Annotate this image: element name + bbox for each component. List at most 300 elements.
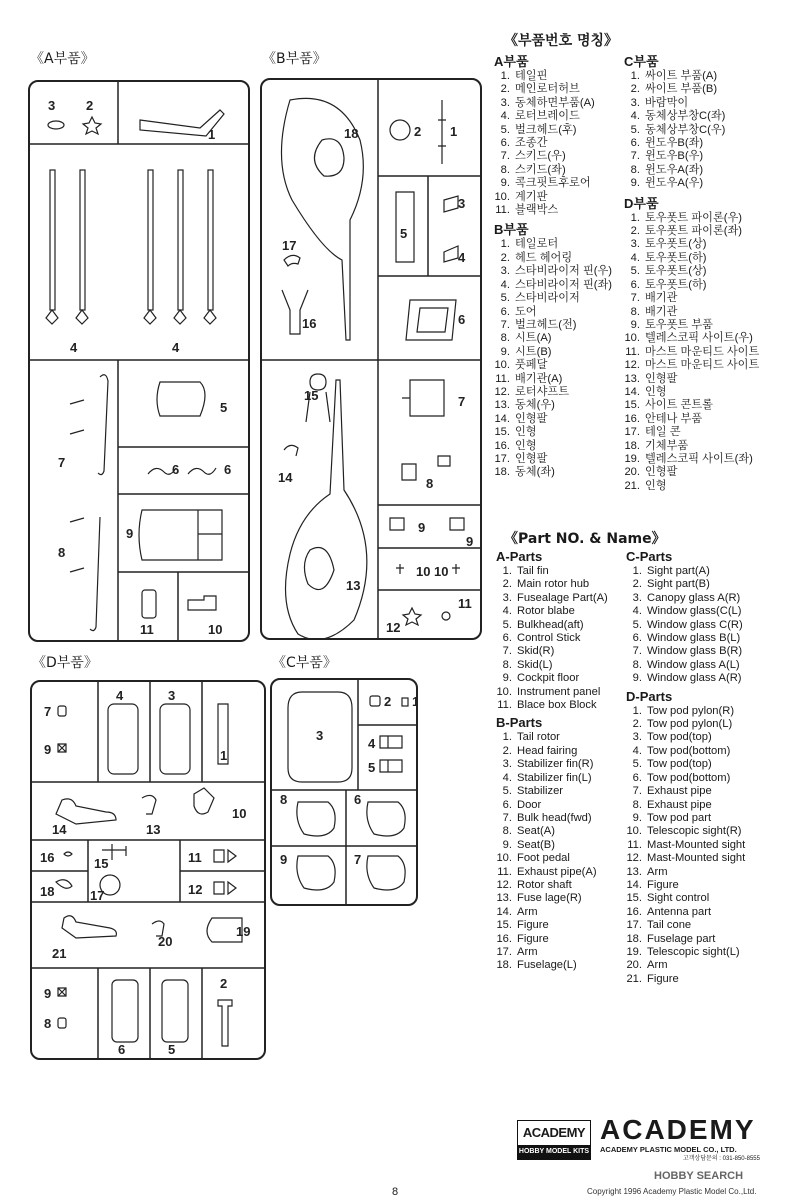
item-number: 6. xyxy=(630,278,640,291)
item-number: 7. xyxy=(630,150,640,163)
item-number: 3. xyxy=(630,238,640,251)
item-number: 3. xyxy=(500,265,510,278)
korean-b-item-5 xyxy=(494,292,612,305)
item-number: 4. xyxy=(630,110,640,123)
item-name: Bulkhead(aft) xyxy=(517,618,584,631)
item-number: 14. xyxy=(626,878,642,891)
item-name: 테일핀 xyxy=(515,70,548,82)
item-number: 4. xyxy=(502,605,512,618)
item-name: Skid(L) xyxy=(517,658,553,671)
item-name: 계기판 xyxy=(515,190,548,203)
item-number: 19. xyxy=(624,452,640,465)
korean-b-item-14 xyxy=(494,413,612,426)
korean-c-head: C부품 xyxy=(624,54,659,69)
item-number: 9. xyxy=(500,345,510,358)
part-b3-stabilizer-fin xyxy=(444,196,458,212)
section-title-d: 《D부품》 xyxy=(32,655,98,671)
korean-d-item-8 xyxy=(624,306,759,319)
svg-text:21: 21 xyxy=(52,946,67,961)
item-name: 마스트 마운티드 사이트 xyxy=(645,345,760,358)
parts-frame-d xyxy=(30,680,266,1060)
korean-c-item-8 xyxy=(624,164,759,177)
brand-company: ACADEMY PLASTIC MODEL CO., LTD. xyxy=(600,1145,737,1154)
item-name: 싸이트 부품(B) xyxy=(645,83,718,96)
item-number: 2. xyxy=(630,83,640,96)
item-number: 21. xyxy=(624,479,640,492)
item-number: 4. xyxy=(632,605,642,618)
item-number: 10. xyxy=(626,825,642,838)
svg-text:8: 8 xyxy=(426,476,434,491)
item-name: Tail fin xyxy=(517,565,549,577)
logo-bottom-text: HOBBY MODEL KITS xyxy=(518,1145,590,1159)
svg-text:8: 8 xyxy=(58,545,66,560)
item-number: 12. xyxy=(624,359,640,372)
svg-text:7: 7 xyxy=(354,852,362,867)
item-number: 7. xyxy=(502,645,512,658)
svg-text:16: 16 xyxy=(302,316,317,331)
korean-b-item-7 xyxy=(494,319,612,332)
item-number: 5. xyxy=(502,618,512,631)
svg-text:3: 3 xyxy=(48,98,56,113)
svg-text:7: 7 xyxy=(58,455,66,470)
part-d9b xyxy=(58,988,66,996)
part-d6 xyxy=(112,980,138,1042)
part-a2 xyxy=(83,117,101,134)
english-d-item-6 xyxy=(626,772,745,785)
item-name: Canopy glass A(R) xyxy=(647,591,741,604)
part-a3 xyxy=(48,121,64,129)
svg-text:13: 13 xyxy=(146,822,161,837)
item-name: 텔레스코픽 사이트(좌) xyxy=(645,452,753,465)
item-number: 9. xyxy=(500,177,510,190)
svg-text:6: 6 xyxy=(354,792,362,807)
english-b-item-3 xyxy=(496,758,608,771)
english-b-item-9 xyxy=(496,839,608,852)
english-c-item-2 xyxy=(626,578,745,591)
korean-list-left xyxy=(494,54,612,480)
english-a-item-1 xyxy=(496,565,608,578)
item-number: 10. xyxy=(496,852,512,865)
item-number: 1. xyxy=(500,70,510,82)
item-number: 10. xyxy=(494,359,510,372)
item-number: 13. xyxy=(626,865,642,878)
english-d-item-2 xyxy=(626,718,745,731)
item-number: 3. xyxy=(632,731,642,744)
item-number: 14. xyxy=(494,412,510,425)
logo-top-text: ACADEMY xyxy=(518,1121,590,1145)
item-number: 8. xyxy=(632,798,642,811)
korean-b-item-17 xyxy=(494,453,612,466)
korean-d-item-18 xyxy=(624,440,759,453)
item-number: 11. xyxy=(497,699,512,712)
korean-b-item-12 xyxy=(494,386,612,399)
english-c-item-6 xyxy=(626,632,745,645)
item-number: 12. xyxy=(626,852,642,865)
parts-frame-a xyxy=(28,80,250,642)
item-name: Fuselage part xyxy=(647,932,716,945)
svg-text:5: 5 xyxy=(368,760,376,775)
english-b-item-8 xyxy=(496,825,608,838)
english-d-item-7 xyxy=(626,785,745,798)
part-a11-black-box xyxy=(142,590,156,618)
item-number: 14. xyxy=(624,385,640,398)
english-list-right xyxy=(626,549,745,986)
english-d-item-4 xyxy=(626,745,745,758)
svg-text:20: 20 xyxy=(158,934,173,949)
svg-text:8: 8 xyxy=(44,1016,52,1031)
copyright-text: Copyright 1996 Academy Plastic Model Co.,Ltd. xyxy=(587,1187,757,1196)
item-number: 13. xyxy=(494,399,510,412)
parts-frame-c xyxy=(270,678,418,906)
item-name: 배기관(A) xyxy=(515,372,563,385)
item-number: 8. xyxy=(502,658,512,671)
item-name: Antenna part xyxy=(647,905,712,918)
korean-a-item-11 xyxy=(494,204,612,217)
part-a10-instrument-panel xyxy=(188,596,216,610)
item-name: 풋페달 xyxy=(515,359,548,372)
english-list-heading: 《Part NO. & Name》 xyxy=(504,531,666,547)
korean-a-item-5 xyxy=(494,124,612,137)
item-number: 18. xyxy=(626,932,642,945)
svg-text:3: 3 xyxy=(458,196,466,211)
english-d-item-15 xyxy=(626,892,745,905)
korean-c-item-3 xyxy=(624,97,759,110)
item-name: Tow pod part xyxy=(647,811,712,824)
item-number: 6. xyxy=(500,305,510,318)
korean-b-item-10 xyxy=(494,359,612,372)
part-d16 xyxy=(64,852,72,856)
english-c-item-8 xyxy=(626,659,745,672)
item-number: 10. xyxy=(496,685,512,698)
item-name: 벌크헤드(전) xyxy=(515,318,577,331)
korean-d-item-3 xyxy=(624,238,759,251)
korean-c-item-5 xyxy=(624,124,759,137)
item-number: 16. xyxy=(626,905,642,918)
item-number: 6. xyxy=(502,798,512,811)
part-b13-fuselage xyxy=(286,380,367,640)
item-number: 1. xyxy=(632,704,642,717)
item-number: 17. xyxy=(496,945,512,958)
korean-a-item-4 xyxy=(494,110,612,123)
korean-a-item-7 xyxy=(494,150,612,163)
item-name: 바람막이 xyxy=(645,96,689,109)
item-name: Window glass B(R) xyxy=(647,645,743,658)
item-name: 인형 xyxy=(515,426,537,439)
svg-text:6: 6 xyxy=(458,312,466,327)
korean-b-item-6 xyxy=(494,306,612,319)
item-number: 3. xyxy=(500,96,510,109)
english-c-item-9 xyxy=(626,672,745,685)
english-b-item-18 xyxy=(496,959,608,972)
item-name: 헤드 헤어링 xyxy=(515,251,573,264)
item-number: 8. xyxy=(502,825,512,838)
item-name: Tow pod(top) xyxy=(647,758,712,771)
item-name: 도어 xyxy=(515,305,537,318)
item-number: 2. xyxy=(632,718,642,731)
item-number: 8. xyxy=(630,305,640,318)
item-name: 윈도우B(좌) xyxy=(645,137,704,150)
item-name: Cockpit floor xyxy=(517,672,580,685)
item-number: 1. xyxy=(630,70,640,82)
english-a-item-4 xyxy=(496,605,608,618)
item-number: 1. xyxy=(632,565,642,577)
english-b-head: B-Parts xyxy=(496,715,543,731)
english-d-item-14 xyxy=(626,879,745,892)
korean-d-item-19 xyxy=(624,453,759,466)
parts-frame-b xyxy=(260,78,482,640)
korean-c-item-9 xyxy=(624,177,759,190)
korean-d-item-11 xyxy=(624,346,759,359)
item-name: Exhaust pipe xyxy=(647,785,712,798)
korean-c-item-1 xyxy=(624,70,759,83)
korean-a-item-9 xyxy=(494,177,612,190)
english-d-item-3 xyxy=(626,731,745,744)
english-a-item-8 xyxy=(496,659,608,672)
part-d8 xyxy=(58,1018,66,1028)
svg-text:15: 15 xyxy=(94,856,109,871)
english-d-item-17 xyxy=(626,919,745,932)
item-number: 14. xyxy=(496,905,512,918)
item-name: 스키드(좌) xyxy=(515,163,566,176)
part-c2-sight xyxy=(370,696,380,706)
english-a-head: A-Parts xyxy=(496,549,543,564)
part-c4-window xyxy=(380,736,402,748)
item-number: 7. xyxy=(632,785,642,798)
svg-text:2: 2 xyxy=(220,976,228,991)
korean-d-item-17 xyxy=(624,426,759,439)
item-number: 4. xyxy=(502,771,512,784)
item-number: 7. xyxy=(502,811,512,824)
english-a-item-10 xyxy=(496,686,608,699)
item-name: 동체(좌) xyxy=(515,466,555,479)
part-b12-exhaust xyxy=(403,608,421,625)
english-d-item-5 xyxy=(626,758,745,771)
item-number: 15. xyxy=(626,892,642,905)
item-name: Sight part(A) xyxy=(647,565,710,577)
item-name: Rotor blabe xyxy=(517,605,575,618)
korean-d-item-14 xyxy=(624,386,759,399)
item-name: 텔레스코픽 사이트(우) xyxy=(645,332,753,345)
english-b-item-15 xyxy=(496,919,608,932)
english-b-item-17 xyxy=(496,946,608,959)
svg-text:2: 2 xyxy=(86,98,94,113)
korean-d-item-13 xyxy=(624,373,759,386)
item-name: Window glass A(L) xyxy=(647,658,740,671)
part-b1-tail-rotor xyxy=(438,100,446,164)
item-number: 1. xyxy=(500,238,510,251)
svg-text:9: 9 xyxy=(418,520,426,535)
english-a-item-5 xyxy=(496,619,608,632)
part-c8-window xyxy=(297,802,335,836)
item-name: 배기관 xyxy=(645,305,678,318)
item-number: 15. xyxy=(624,399,640,412)
svg-text:10: 10 xyxy=(232,806,247,821)
item-number: 11. xyxy=(627,838,642,851)
item-name: Skid(R) xyxy=(517,645,555,658)
english-a-item-7 xyxy=(496,645,608,658)
item-name: 동체(우) xyxy=(515,399,555,412)
academy-brand xyxy=(600,1115,760,1163)
item-name: Mast-Mounted sight xyxy=(647,852,746,865)
item-name: Mast-Mounted sight xyxy=(647,838,746,851)
part-b14-arm xyxy=(284,445,298,456)
brand-contact: 고객상담문의 : 031-850-8555 xyxy=(682,1156,760,1162)
english-c-item-1 xyxy=(626,565,745,578)
korean-a-item-3 xyxy=(494,97,612,110)
section-title-c: 《C부품》 xyxy=(272,655,337,671)
item-number: 16. xyxy=(494,439,510,452)
svg-text:10: 10 xyxy=(416,564,431,579)
item-number: 13. xyxy=(496,892,512,905)
item-name: Window glass C(R) xyxy=(647,618,743,631)
svg-text:18: 18 xyxy=(40,884,55,899)
korean-b-item-15 xyxy=(494,426,612,439)
svg-text:13: 13 xyxy=(346,578,361,593)
item-number: 20. xyxy=(624,466,640,479)
item-name: 메인로터허브 xyxy=(515,83,580,96)
english-d-item-20 xyxy=(626,959,745,972)
item-name: Foot pedal xyxy=(517,852,570,865)
item-name: Arm xyxy=(647,959,668,972)
item-name: 블랙박스 xyxy=(515,204,559,217)
korean-d-item-6 xyxy=(624,279,759,292)
item-number: 3. xyxy=(632,591,642,604)
part-b7-bulkhead xyxy=(402,380,444,416)
item-number: 2. xyxy=(500,83,510,96)
svg-text:5: 5 xyxy=(168,1042,176,1057)
item-number: 11. xyxy=(495,372,510,385)
english-d-item-8 xyxy=(626,799,745,812)
item-number: 15. xyxy=(496,919,512,932)
item-number: 9. xyxy=(632,672,642,685)
item-number: 3. xyxy=(630,96,640,109)
part-b6-door xyxy=(406,300,456,340)
korean-a-item-10 xyxy=(494,191,612,204)
item-name: 스타비라이저 핀(우) xyxy=(515,265,613,278)
part-d13-arm xyxy=(142,795,156,814)
item-name: 테일 콘 xyxy=(645,426,681,439)
part-c7-window xyxy=(367,856,405,890)
english-b-item-14 xyxy=(496,906,608,919)
part-a8-skid xyxy=(70,517,100,631)
korean-b-item-1 xyxy=(494,238,612,251)
item-name: 조종간 xyxy=(515,137,548,150)
item-number: 6. xyxy=(502,632,512,645)
item-name: Rotor shaft xyxy=(517,878,572,891)
english-b-item-10 xyxy=(496,852,608,865)
english-b-item-1 xyxy=(496,731,608,744)
item-number: 11. xyxy=(625,345,640,358)
part-a4-rotor-blades xyxy=(46,170,216,324)
item-number: 12. xyxy=(494,385,510,398)
korean-d-item-1 xyxy=(624,212,759,225)
item-number: 11. xyxy=(497,865,512,878)
sprue-drawing-a xyxy=(30,82,250,642)
item-name: 시트(A) xyxy=(515,332,552,345)
item-number: 2. xyxy=(632,578,642,591)
item-name: Window glass B(L) xyxy=(647,632,741,645)
svg-text:4: 4 xyxy=(116,688,124,703)
korean-list-heading: 《부품번호 명칭》 xyxy=(504,33,619,49)
english-c-item-4 xyxy=(626,605,745,618)
korean-c-item-6 xyxy=(624,137,759,150)
item-number: 13. xyxy=(624,372,640,385)
item-number: 1. xyxy=(630,211,640,224)
item-name: 스키드(우) xyxy=(515,150,566,163)
item-name: Exhaust pipe(A) xyxy=(517,865,597,878)
item-name: 토우폿트(하) xyxy=(645,278,707,291)
part-b4-stabilizer-fin xyxy=(444,246,458,262)
korean-c-item-7 xyxy=(624,150,759,163)
part-b17-arm xyxy=(284,255,300,266)
item-name: Sight part(B) xyxy=(647,578,710,591)
part-d7 xyxy=(58,706,66,716)
item-name: Instrument panel xyxy=(517,685,601,698)
item-number: 9. xyxy=(502,672,512,685)
item-name: Telescopic sight(L) xyxy=(647,945,740,958)
item-name: Head fairing xyxy=(517,744,578,757)
korean-b-item-9 xyxy=(494,346,612,359)
korean-a-item-6 xyxy=(494,137,612,150)
korean-b-item-16 xyxy=(494,440,612,453)
item-name: Exhaust pipe xyxy=(647,798,712,811)
item-number: 2. xyxy=(630,225,640,238)
svg-text:2: 2 xyxy=(384,694,392,709)
item-number: 5. xyxy=(500,123,510,136)
item-number: 8. xyxy=(630,163,640,176)
english-d-item-19 xyxy=(626,946,745,959)
svg-text:4: 4 xyxy=(368,736,376,751)
part-d12 xyxy=(214,882,236,894)
english-b-item-5 xyxy=(496,785,608,798)
item-name: Figure xyxy=(517,919,549,932)
item-name: 인형 xyxy=(515,439,537,452)
part-c9-window xyxy=(297,856,335,890)
item-number: 1. xyxy=(502,565,512,577)
item-name: Bulk head(fwd) xyxy=(517,811,592,824)
item-name: 인형팔 xyxy=(515,412,548,425)
korean-a-head: A부품 xyxy=(494,54,529,69)
item-number: 8. xyxy=(500,163,510,176)
item-number: 6. xyxy=(500,137,510,150)
english-a-item-11 xyxy=(496,699,608,712)
english-b-item-11 xyxy=(496,866,608,879)
korean-d-item-20 xyxy=(624,466,759,479)
korean-d-item-9 xyxy=(624,319,759,332)
item-name: Figure xyxy=(647,878,679,891)
item-number: 3. xyxy=(502,758,512,771)
korean-d-head: D부품 xyxy=(624,195,659,211)
part-d3 xyxy=(160,704,190,774)
english-d-item-9 xyxy=(626,812,745,825)
svg-text:1: 1 xyxy=(450,124,458,139)
item-number: 18. xyxy=(494,466,510,479)
item-number: 17. xyxy=(626,919,642,932)
svg-text:17: 17 xyxy=(282,238,297,253)
sprue-drawing-c xyxy=(272,680,418,906)
item-number: 6. xyxy=(630,137,640,150)
english-d-item-11 xyxy=(626,839,745,852)
svg-text:12: 12 xyxy=(386,620,401,635)
english-a-item-2 xyxy=(496,578,608,591)
item-name: 윈도우A(우) xyxy=(645,177,704,190)
english-d-item-18 xyxy=(626,933,745,946)
svg-text:7: 7 xyxy=(458,394,466,409)
part-d5 xyxy=(162,980,188,1042)
item-name: Tow pod pylon(L) xyxy=(647,718,733,731)
item-name: Main rotor hub xyxy=(517,578,590,591)
item-number: 5. xyxy=(630,123,640,136)
